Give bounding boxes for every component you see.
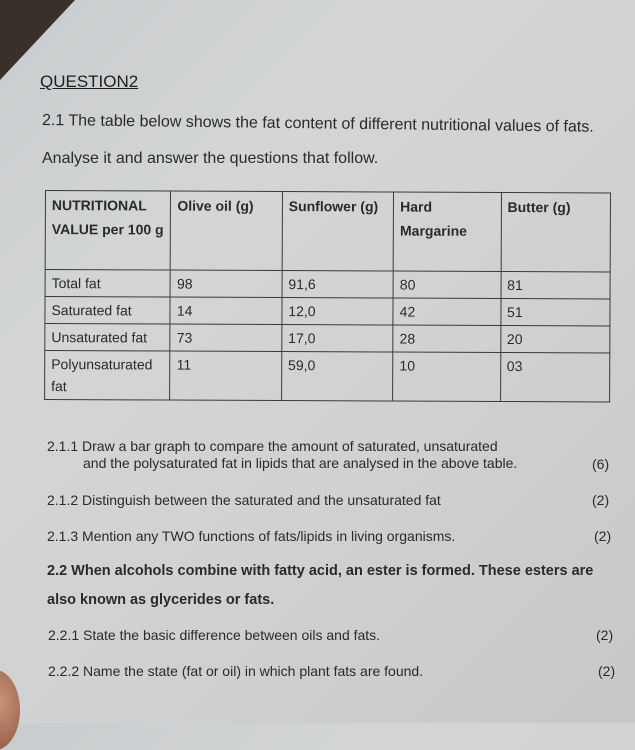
cell: 81 (501, 271, 611, 298)
question-2-2-1: 2.2.1 State the basic difference between oils and fats. (48, 627, 381, 643)
table-header-row (45, 191, 610, 272)
cell: 17,0 (282, 325, 394, 352)
cell: 42 (393, 298, 500, 325)
marks-2-2-2: (2) (598, 663, 616, 679)
background-corner (0, 0, 75, 80)
cell: 03 (500, 352, 610, 401)
table-row (45, 324, 610, 353)
cell: 12,0 (282, 298, 394, 325)
header-sunflower: Sunflower (g) (282, 192, 394, 271)
row-label: Unsaturated fat (45, 324, 171, 352)
question-heading: QUESTION2 (40, 72, 139, 91)
cell: 98 (170, 270, 282, 297)
marks-2-1-2: (2) (592, 492, 610, 508)
cell: 91,6 (282, 271, 394, 298)
cell: 10 (393, 352, 501, 401)
marks-2-1-3: (2) (594, 528, 612, 544)
row-label: Polyunsaturated fat (45, 351, 171, 401)
intro-line-1: 2.1 The table below shows the fat content of different nutritional values of fats. (41, 112, 594, 136)
question-2-1-1-line-2: and the polysaturated fat in lipids that are analysed in the above table. (83, 455, 518, 471)
cell: 59,0 (281, 352, 393, 401)
row-label: Saturated fat (45, 297, 171, 325)
header-hard-margarine: Hard Margarine (393, 192, 501, 271)
cell: 14 (170, 297, 282, 324)
finger-shadow (0, 670, 20, 750)
table-row (45, 351, 610, 402)
cell: 20 (500, 325, 610, 352)
question-2-1-3: 2.1.3 Mention any TWO functions of fats/lipids in living organisms. (47, 528, 456, 544)
header-nutritional-value: NUTRITIONAL VALUE per 100 g (45, 191, 171, 271)
cell: 51 (501, 298, 611, 325)
question-2-2-line-1: 2.2 When alcohols combine with fatty acid, an ester is formed. These esters are (47, 563, 594, 579)
row-label: Total fat (45, 270, 171, 298)
marks-2-2-1: (2) (596, 627, 614, 643)
cell: 73 (170, 324, 282, 351)
table-row (45, 270, 610, 299)
question-2-1-2: 2.1.2 Distinguish between the saturated and the unsaturated fat (47, 492, 441, 508)
table-row (45, 297, 610, 326)
cell: 11 (170, 351, 282, 400)
intro-line-2: Analyse it and answer the questions that follow. (42, 150, 379, 167)
question-2-2-2: 2.2.2 Name the state (fat or oil) in which plant fats are found. (48, 663, 424, 679)
fat-content-table (44, 190, 611, 402)
question-2-1-1-line-1: 2.1.1 Draw a bar graph to compare the amount of saturated, unsaturated (47, 438, 498, 454)
header-olive-oil: Olive oil (g) (171, 191, 283, 270)
question-2-2-line-2: also known as glycerides or fats. (47, 592, 275, 608)
header-butter: Butter (g) (501, 192, 611, 271)
cell: 80 (393, 271, 500, 298)
cell: 28 (393, 325, 500, 352)
marks-2-1-1: (6) (592, 456, 610, 472)
